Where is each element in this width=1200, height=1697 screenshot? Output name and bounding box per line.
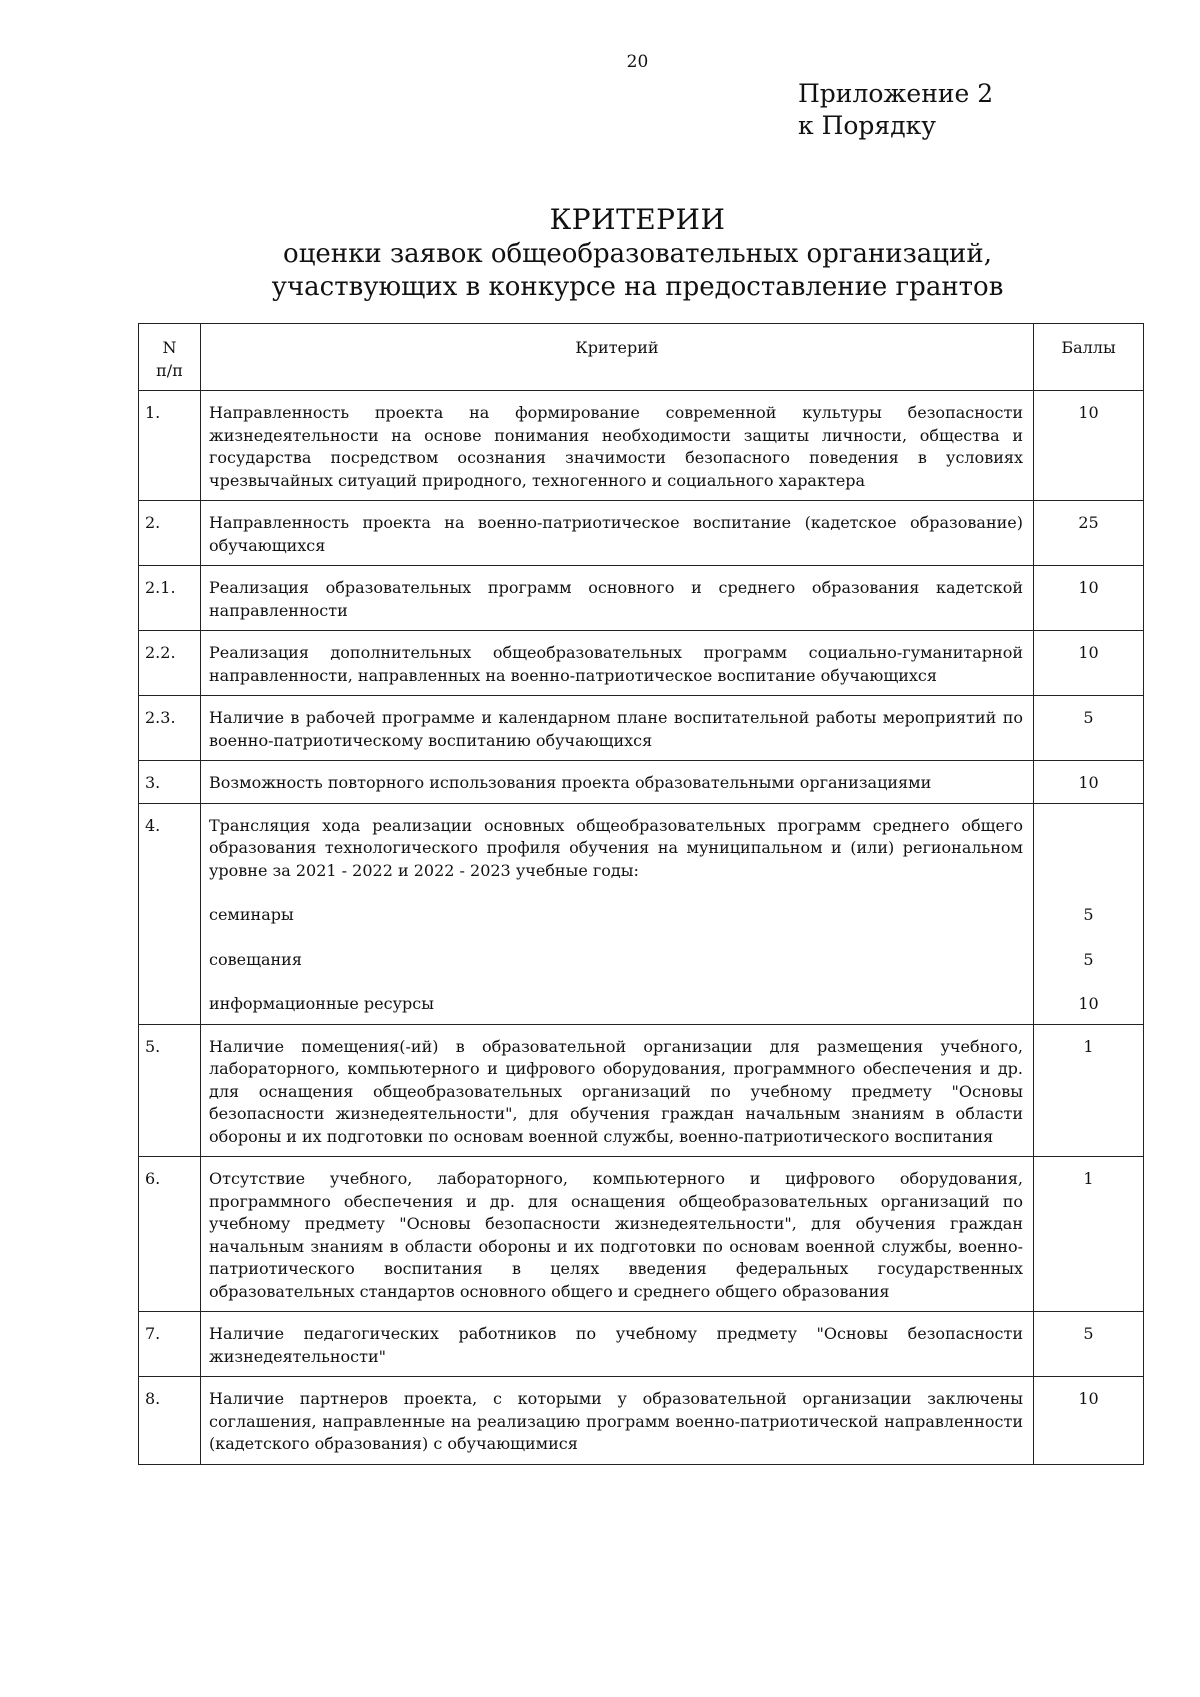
header-number <box>139 324 201 391</box>
row-number: 3. <box>139 761 201 804</box>
sub-item: совещания <box>209 949 302 969</box>
table-row <box>139 1157 1144 1312</box>
table-row <box>139 631 1144 696</box>
row-number: 5. <box>139 1024 201 1157</box>
row-score: 1 <box>1034 1157 1144 1312</box>
row-score: 1 <box>1034 1024 1144 1157</box>
table-row <box>139 501 1144 566</box>
row-criterion: Наличие в рабочей программе и календарном плане воспитательной работы мероприятий по военно-патриотическому воспитанию обучающихся <box>201 696 1034 761</box>
table-row <box>139 1377 1144 1465</box>
row-score: 10 <box>1034 631 1144 696</box>
document-title <box>0 202 1200 304</box>
row-number: 1. <box>139 391 201 501</box>
row-score <box>1034 803 1144 1024</box>
row-score-main <box>1034 815 1143 883</box>
appendix-line-2: к Порядку <box>798 111 936 140</box>
table-row <box>139 391 1144 501</box>
row-number: 7. <box>139 1312 201 1377</box>
sub-item: информационные ресурсы <box>209 994 434 1013</box>
row-criterion-text: Трансляция хода реализации основных общеобразовательных программ среднего общего образования технологического профиля обучения на муниципальном и (или) региональном уровне за 2021 - 2022 и 2022 - 2023 учебные годы: <box>209 815 1023 880</box>
row-score: 5 <box>1034 1312 1144 1377</box>
table-row <box>139 761 1144 804</box>
row-number: 8. <box>139 1377 201 1465</box>
page-number: 20 <box>626 52 649 72</box>
row-criterion: Направленность проекта на военно-патриотическое воспитание (кадетское образование) обучающихся <box>201 501 1034 566</box>
row-score: 10 <box>1034 1377 1144 1465</box>
title-main: КРИТЕРИИ <box>549 203 726 236</box>
table-row <box>139 566 1144 631</box>
row-number: 2.3. <box>139 696 201 761</box>
row-number: 6. <box>139 1157 201 1312</box>
table-row <box>139 1312 1144 1377</box>
row-number: 4. <box>139 803 201 1024</box>
row-criterion: Наличие помещения(-ий) в образовательной организации для размещения учебного, лабораторного, компьютерного и цифрового оборудования, программного обеспечения и др. для оснащения общеобразовательных организаций по учебному предмету "Основы безопасности жизнедеятельности", для обучения граждан начальным знаниям в области обороны и их подготовки по основам военной службы, военно-патриотического воспитания <box>201 1024 1034 1157</box>
row-number: 2. <box>139 501 201 566</box>
row-criterion: Наличие партнеров проекта, с которыми у образовательной организации заключены соглашения, направленные на реализацию программ военно-патриотической направленности (кадетского образования) с обучающимися <box>201 1377 1034 1465</box>
row-criterion: Возможность повторного использования проекта образовательными организациями <box>201 761 1034 804</box>
row-criterion: Наличие педагогических работников по учебному предмету "Основы безопасности жизнедеятельности" <box>201 1312 1034 1377</box>
sub-item-score: 10 <box>1078 994 1099 1013</box>
appendix-note <box>798 78 993 142</box>
row-score: 10 <box>1034 391 1144 501</box>
appendix-line-1: Приложение 2 <box>798 79 994 108</box>
row-criterion: Реализация дополнительных общеобразовательных программ социально-гуманитарной направленности, направленных на военно-патриотическое воспитание обучающихся <box>201 631 1034 696</box>
row-score: 25 <box>1034 501 1144 566</box>
row-criterion: Отсутствие учебного, лабораторного, компьютерного и цифрового оборудования, программного обеспечения и др. для оснащения общеобразовательных организаций по учебному предмету "Основы безопасности жизнедеятельности", для обучения граждан начальным знаниям в области обороны и их подготовки по основам военной службы, военно-патриотического воспитания в целях введения федеральных государственных образовательных стандартов основного общего и среднего общего образования <box>201 1157 1034 1312</box>
header-criterion: Критерий <box>201 324 1034 391</box>
row-number: 2.2. <box>139 631 201 696</box>
table-header-row <box>139 324 1144 391</box>
title-line-2: оценки заявок общеобразовательных организаций, <box>283 239 992 269</box>
table-row <box>139 1024 1144 1157</box>
row-score: 5 <box>1034 696 1144 761</box>
row-criterion <box>201 803 1034 1024</box>
sub-item: семинары <box>209 905 294 924</box>
sub-item-score: 5 <box>1083 905 1094 924</box>
row-criterion: Направленность проекта на формирование современной культуры безопасности жизнедеятельности на основе понимания необходимости защиты личности, общества и государства посредством осознания значимости безопасного поведения в условиях чрезвычайных ситуаций природного, техногенного и социального характера <box>201 391 1034 501</box>
row-criterion: Реализация образовательных программ основного и среднего образования кадетской направленности <box>201 566 1034 631</box>
sub-item-score: 5 <box>1083 949 1094 969</box>
row-score: 10 <box>1034 761 1144 804</box>
criteria-table <box>138 323 1144 1465</box>
row-score: 10 <box>1034 566 1144 631</box>
table-row <box>139 803 1144 1024</box>
row-number: 2.1. <box>139 566 201 631</box>
header-number-line-1: N <box>162 338 177 357</box>
title-line-3: участвующих в конкурсе на предоставление грантов <box>271 272 1004 302</box>
table-row <box>139 696 1144 761</box>
header-score: Баллы <box>1034 324 1144 391</box>
header-number-line-2: п/п <box>156 360 183 380</box>
